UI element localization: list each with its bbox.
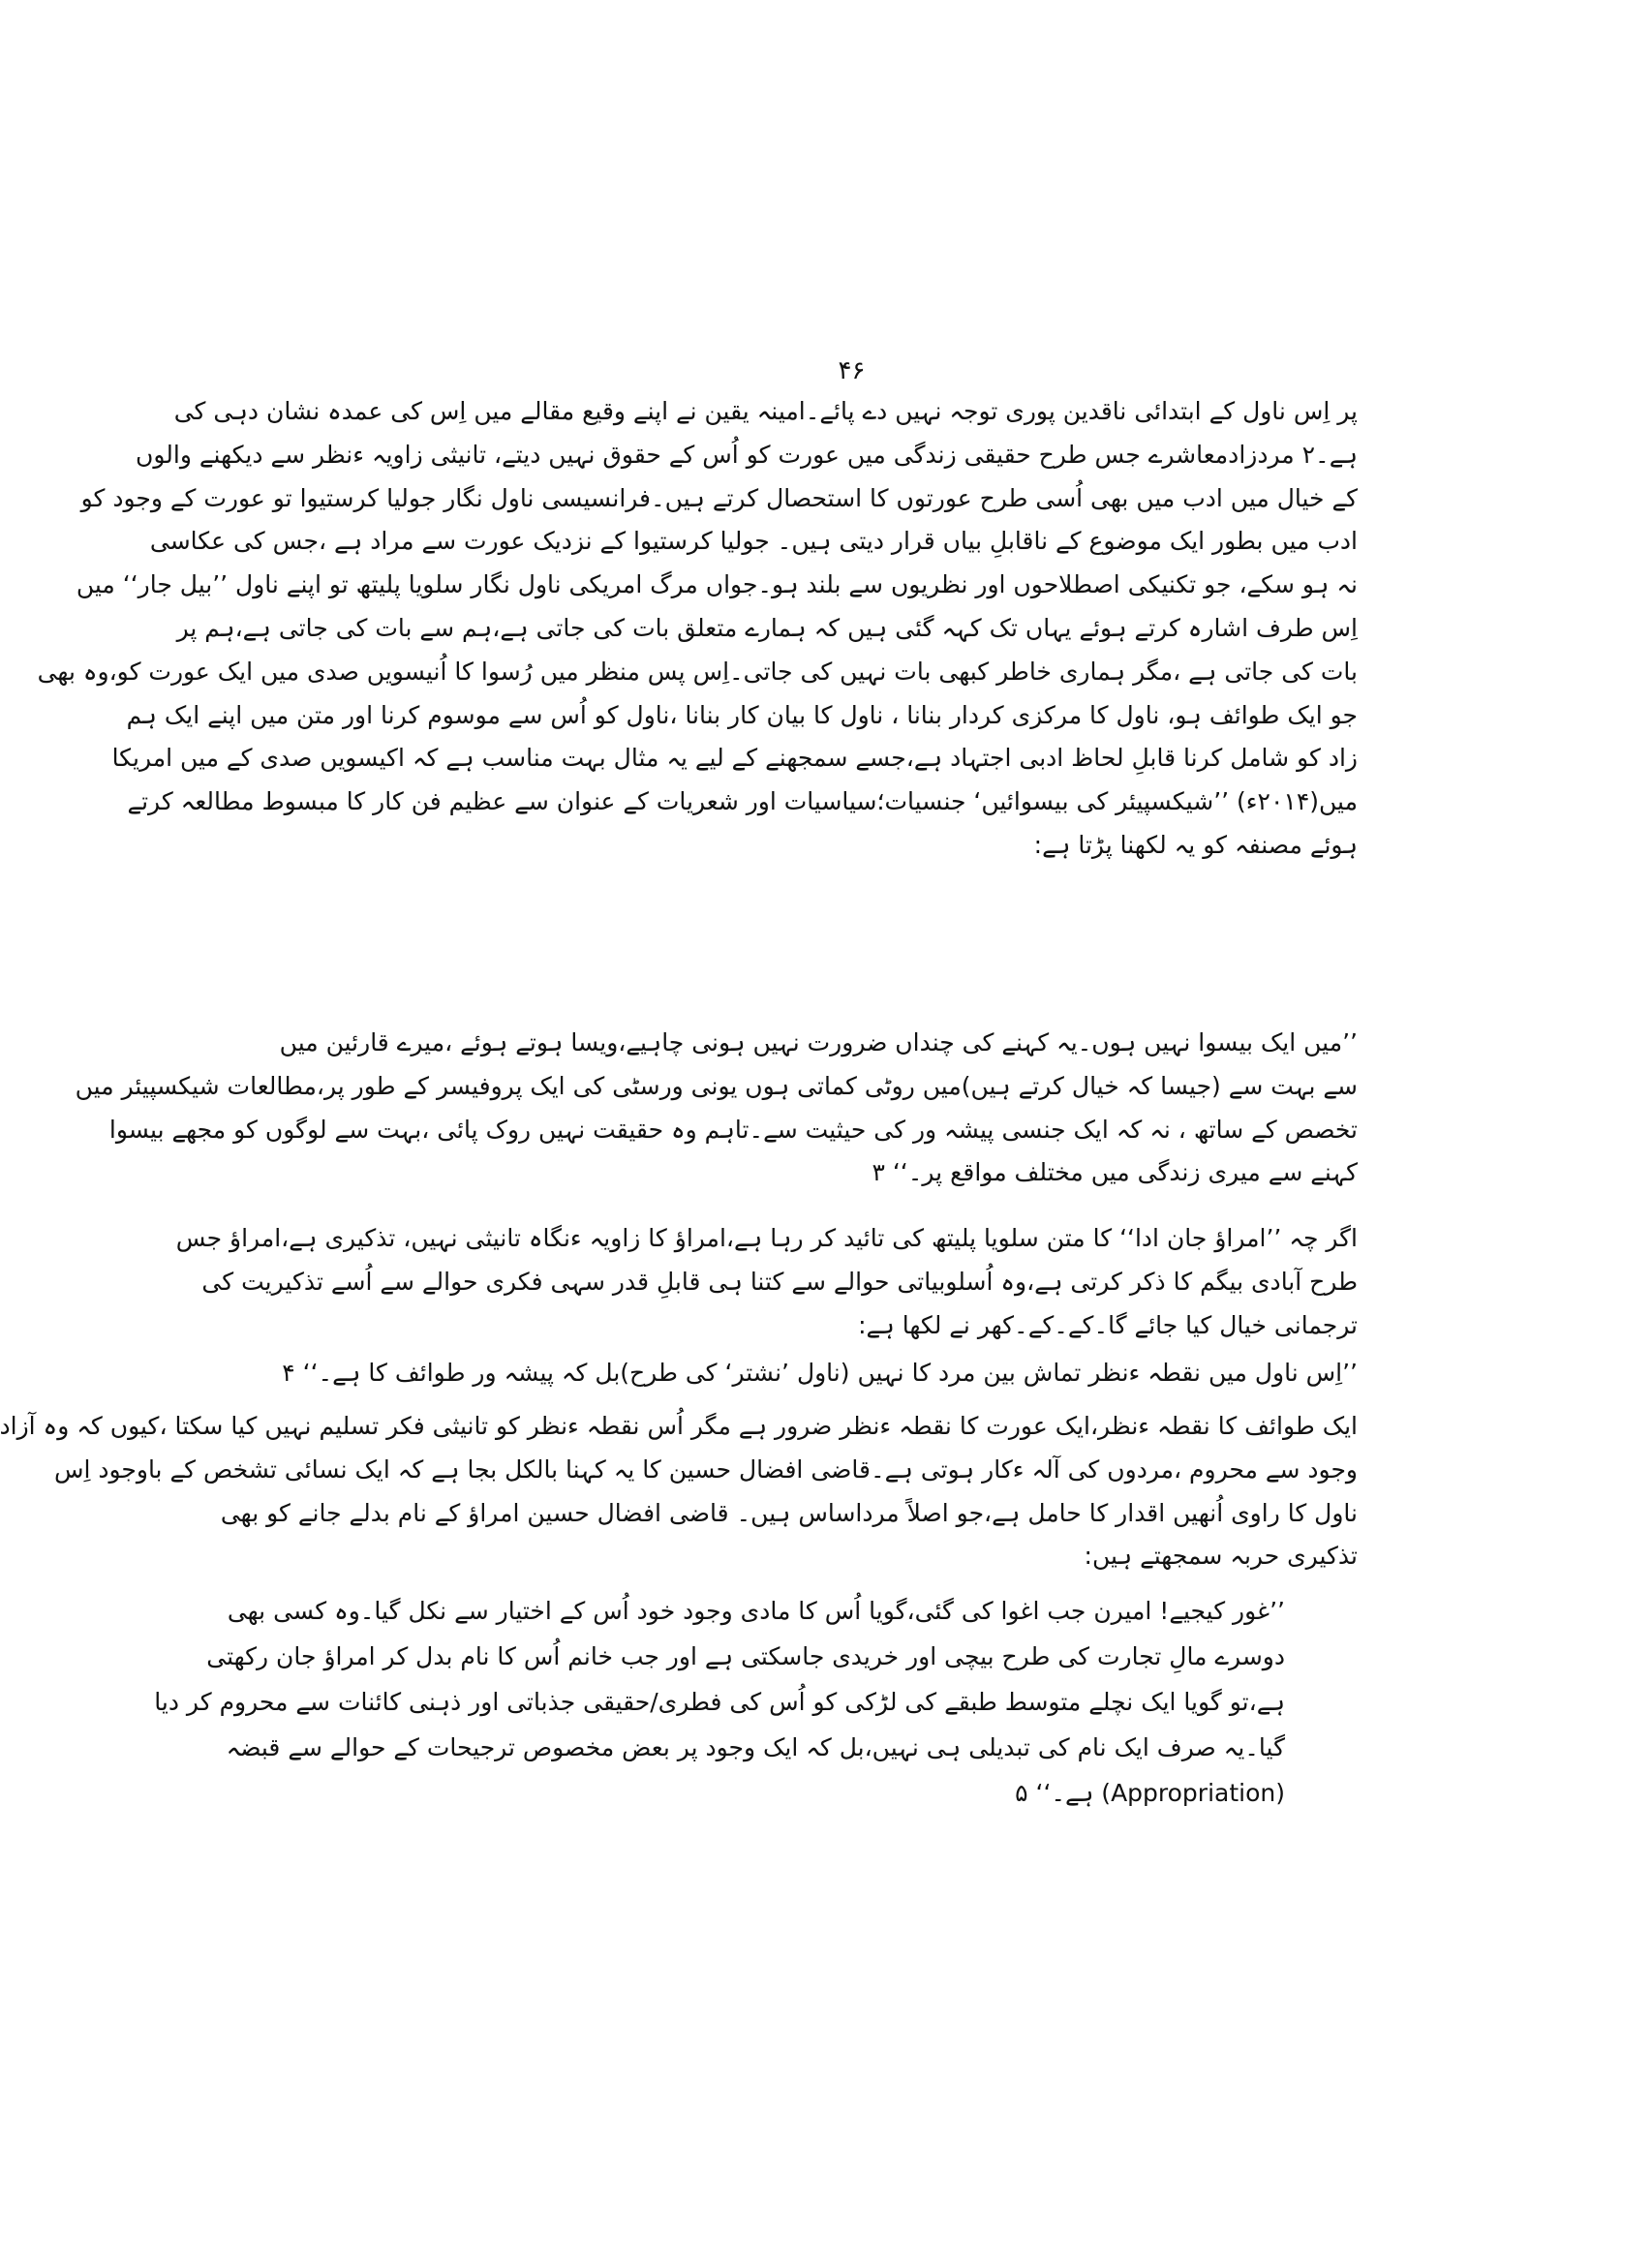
paragraph-line: پر اِس ناول کے ابتدائی ناقدین پوری توجہ نہیں دے پائے۔امینہ یقین نے اپنے وقیع مقالے میں اِس کی عمدہ نشان دہی کی <box>173 397 1358 425</box>
paragraph-line: طرح آبادی بیگم کا ذکر کرتی ہے،وہ اُسلوبیاتی حوالے سے کتنا ہی قابلِ قدر سہی فکری حوالے سے اُسے تذکیریت کی <box>201 1267 1358 1296</box>
quote-line: کہنے سے میری زندگی میں مختلف مواقع پر۔‘‘ ۳ <box>872 1158 1358 1187</box>
page-number: ۴۶ <box>838 356 866 385</box>
block-quote-2 <box>154 1588 1285 1816</box>
paragraph-line: نہ ہو سکے، جو تکنیکی اصطلاحوں اور نظریوں سے بلند ہو۔جواں مرگ امریکی ناول نگار سلویا پلیتھ تو اپنے ناول ’’بیل جار‘‘ میں <box>76 570 1358 599</box>
paragraph-line: ترجمانی خیال کیا جائے گا۔کے۔کے۔کھر نے لکھا ہے: <box>858 1310 1358 1339</box>
body-paragraph-2 <box>175 1217 1358 1347</box>
quote-line: ’’غور کیجیے! امیرن جب اغوا کی گئی،گویا اُس کا مادی وجود خود اُس کے اختیار سے نکل گیا۔وہ کسی بھی <box>227 1597 1285 1625</box>
paragraph-line: تذکیری حربہ سمجھتے ہیں: <box>1084 1542 1358 1571</box>
paragraph-line: میں(۲۰۱۴ء) ’’شیکسپیئر کی بیسوائیں‘ جنسیات؛سیاسیات اور شعریات کے عنوان سے عظیم فن کار کا مبسوط مطالعہ کرتے <box>127 787 1358 816</box>
paragraph-line: ہوئے مصنفہ کو یہ لکھنا پڑتا ہے: <box>1033 830 1358 859</box>
body-paragraph-1 <box>37 390 1358 868</box>
quote-line: دوسرے مالِ تجارت کی طرح بیچی اور خریدی جاسکتی ہے اور جب خانم اُس کا نام بدل کر امراؤ جان رکھتی <box>206 1642 1285 1670</box>
body-paragraph-3 <box>0 1405 1358 1578</box>
paragraph-line: وجود سے محروم ،مردوں کی آلہ ءکار ہوتی ہے۔قاضی افضال حسین کا یہ کہنا بالکل بجا ہے کہ ایک نسائی تشخص کے باوجود اِس <box>53 1454 1358 1484</box>
quote-line: ’’میں ایک بیسوا نہیں ہوں۔یہ کہنے کی چنداں ضرورت نہیں ہونی چاہیے،ویسا ہوتے ہوئے ،میرے قارئین میں <box>279 1028 1358 1056</box>
quote-line: ’’اِس ناول میں نقطہ ءنظر تماش بین مرد کا نہیں (ناول ’نشتر‘ کی طرح)بل کہ پیشہ ور طوائف کا ہے۔‘‘ ۴ <box>282 1359 1358 1387</box>
paragraph-line: زاد کو شامل کرنا قابلِ لحاظ ادبی اجتہاد ہے،جسے سمجھنے کے لیے یہ مثال بہت مناسب ہے کہ اکیسویں صدی کے میں امریکا <box>111 744 1358 773</box>
quote-line: سے بہت سے (جیسا کہ خیال کرتے ہیں)میں روٹی کماتی ہوں یونی ورسٹی کی ایک پروفیسر کے طور پر،مطالعات شیکسپیئر میں <box>75 1071 1358 1100</box>
quote-line: ہے،تو گویا ایک نچلے متوسط طبقے کی لڑکی کو اُس کی فطری/حقیقی جذباتی اور ذہنی کائنات سے محروم کر دیا <box>154 1688 1285 1716</box>
short-quote <box>282 1352 1358 1395</box>
paragraph-line: ایک طوائف کا نقطہ ءنظر،ایک عورت کا نقطہ ءنظر ضرور ہے مگر اُس نقطہ ءنظر کو تانیثی فکر تسلیم نہیں کیا سکتا ،کیوں کہ وہ آزاد <box>0 1412 1358 1440</box>
paragraph-line: کے خیال میں ادب میں بھی اُسی طرح عورتوں کا استحصال کرتے ہیں۔فرانسیسی ناول نگار جولیا کرستیوا تو عورت کے وجود کو <box>80 483 1358 512</box>
paragraph-line: ہے۔۲ مردزادمعاشرے جس طرح حقیقی زندگی میں عورت کو اُس کے حقوق نہیں دیتے، تانیثی زاویہ ءنظر سے دیکھنے والوں <box>136 440 1358 469</box>
paragraph-line: اگر چہ ’’امراؤ جان ادا‘‘ کا متن سلویا پلیتھ کی تائید کر رہا ہے،امراؤ کا زاویہ ءنگاہ تانیثی نہیں، تذکیری ہے،امراؤ جس <box>175 1224 1358 1252</box>
quote-line: (Appropriation) ہے۔‘‘ ۵ <box>1015 1779 1285 1807</box>
block-quote-1 <box>75 1022 1358 1195</box>
paragraph-line: ناول کا راوی اُنھیں اقدار کا حامل ہے،جو اصلاً مرداساس ہیں۔ قاضی افضال حسین امراؤ کے نام بدلے جانے کو بھی <box>220 1498 1358 1527</box>
paragraph-line: اِس طرف اشارہ کرتے ہوئے یہاں تک کہہ گئی ہیں کہ ہمارے متعلق بات کی جاتی ہے،ہم سے بات کی جاتی ہے،ہم پر <box>176 613 1358 642</box>
paragraph-line: بات کی جاتی ہے ،مگر ہماری خاطر کبھی بات نہیں کی جاتی۔اِس پس منظر میں رُسوا کا اُنیسویں صدی میں ایک عورت کو،وہ بھی <box>37 657 1358 686</box>
quote-line: گیا۔یہ صرف ایک نام کی تبدیلی ہی نہیں،بل کہ ایک وجود پر بعض مخصوص ترجیحات کے حوالے سے قبضہ <box>226 1733 1285 1761</box>
paragraph-line: ادب میں بطور ایک موضوع کے ناقابلِ بیاں قرار دیتی ہیں۔ جولیا کرستیوا کے نزدیک عورت سے مراد ہے ،جس کی عکاسی <box>149 527 1358 556</box>
quote-line: تخصص کے ساتھ ، نہ کہ ایک جنسی پیشہ ور کی حیثیت سے۔تاہم وہ حقیقت نہیں روک پائی ،بہت سے لوگوں کو مجھے بیسوا <box>108 1115 1358 1144</box>
paragraph-line: جو ایک طوائف ہو، ناول کا مرکزی کردار بنانا ، ناول کا بیان کار بنانا ،ناول کو اُس سے موسوم کرنا اور متن میں اپنے ایک ہم <box>126 700 1358 729</box>
